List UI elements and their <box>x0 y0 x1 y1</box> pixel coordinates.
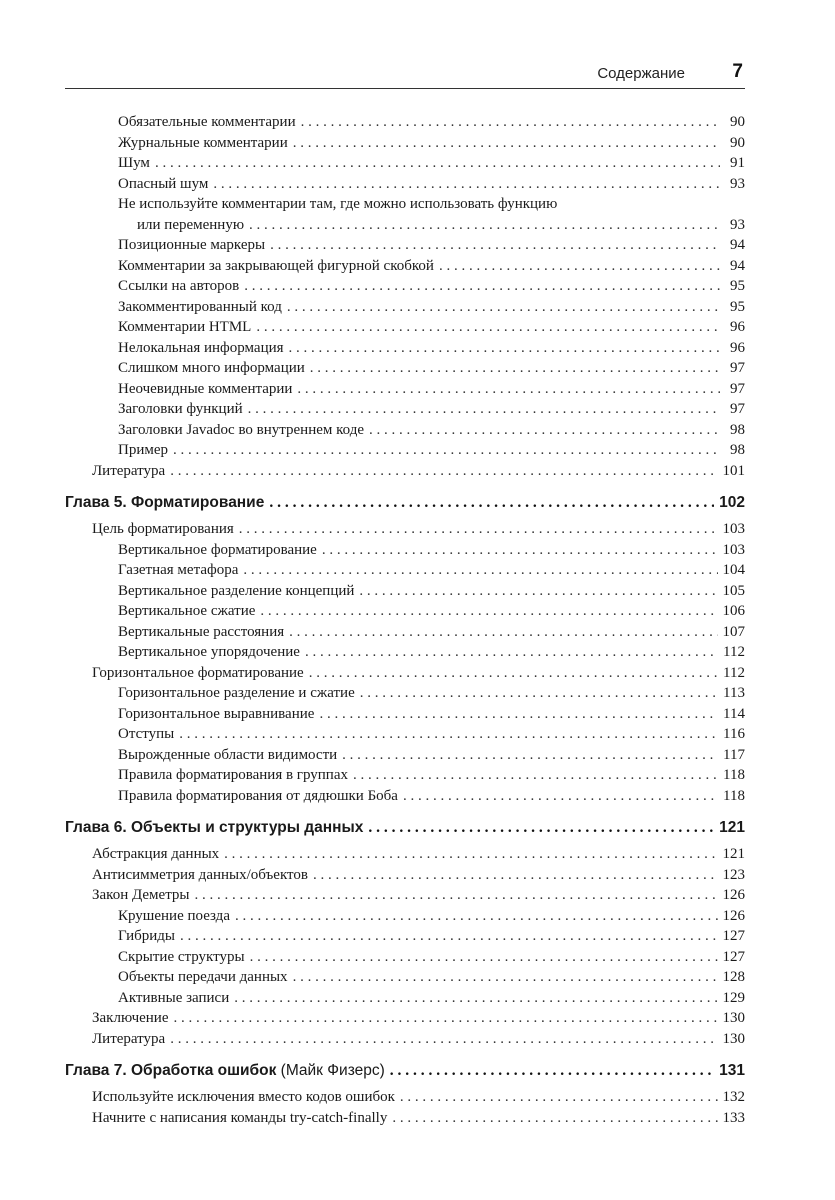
toc-entry[interactable]: Начните с написания команды try-catch-finally . . . 133 <box>65 1108 745 1129</box>
header-page-number: 7 <box>732 61 743 82</box>
toc-entry[interactable]: Журнальные комментарии . . . 90 <box>65 133 745 154</box>
toc-entry[interactable]: Горизонтальное разделение и сжатие . . . 113 <box>65 683 745 704</box>
toc-entry[interactable]: Абстракция данных . . . 121 <box>65 844 745 865</box>
toc-entry[interactable]: Нелокальная информация . . . 96 <box>65 338 745 359</box>
toc-entry-line1[interactable]: Не используйте комментарии там, где можно использовать функцию <box>118 196 558 212</box>
chapter-author: (Майк Физерс) <box>280 1062 385 1079</box>
toc-entry[interactable]: Гибриды . . . 127 <box>65 926 745 947</box>
toc-entry[interactable]: Вертикальные расстояния . . . 107 <box>65 622 745 643</box>
toc-entry[interactable]: Литература . . . 101 <box>65 461 745 482</box>
chapter-6-heading[interactable]: Глава 6. Объекты и структуры данных . . . 121 <box>65 815 745 841</box>
table-of-contents <box>65 112 745 1128</box>
toc-entry[interactable]: Неочевидные комментарии . . . 97 <box>65 379 745 400</box>
toc-entry-line2[interactable]: или переменную . . . 93 <box>65 215 745 236</box>
chapter-5-heading[interactable]: Глава 5. Форматирование . . . 102 <box>65 490 745 516</box>
toc-entry[interactable]: Горизонтальное выравнивание . . . 114 <box>65 704 745 725</box>
toc-entry[interactable]: Закомментированный код . . . 95 <box>65 297 745 318</box>
toc-entry[interactable]: Цель форматирования . . . 103 <box>65 519 745 540</box>
toc-entry[interactable]: Объекты передачи данных . . . 128 <box>65 967 745 988</box>
toc-entry[interactable]: Заключение . . . 130 <box>65 1008 745 1029</box>
toc-entry[interactable]: Вертикальное разделение концепций . . . 105 <box>65 581 745 602</box>
toc-entry[interactable]: Закон Деметры . . . 126 <box>65 885 745 906</box>
toc-entry[interactable]: Вертикальное упорядочение . . . 112 <box>65 642 745 663</box>
toc-entry[interactable]: Опасный шум . . . 93 <box>65 174 745 195</box>
toc-entry[interactable]: Заголовки Javadoc во внутреннем коде . . . 98 <box>65 420 745 441</box>
toc-entry[interactable]: Вертикальное форматирование . . . 103 <box>65 540 745 561</box>
toc-entry[interactable]: Комментарии HTML . . . 96 <box>65 317 745 338</box>
toc-entry[interactable]: Вертикальное сжатие . . . 106 <box>65 601 745 622</box>
toc-entry[interactable]: Правила форматирования от дядюшки Боба . . . 118 <box>65 786 745 807</box>
toc-entry[interactable]: Активные записи . . . 129 <box>65 988 745 1009</box>
toc-entry[interactable]: Слишком много информации . . . 97 <box>65 358 745 379</box>
chapter-7-heading[interactable]: Глава 7. Обработка ошибок (Майк Физерс) . . . 131 <box>65 1058 745 1084</box>
toc-entry[interactable]: Крушение поезда . . . 126 <box>65 906 745 927</box>
toc-entry[interactable]: Обязательные комментарии . . . 90 <box>65 112 745 133</box>
toc-entry[interactable]: Литература . . . 130 <box>65 1029 745 1050</box>
toc-entry[interactable]: Используйте исключения вместо кодов ошибок . . . 132 <box>65 1087 745 1108</box>
toc-entry[interactable]: Скрытие структуры . . . 127 <box>65 947 745 968</box>
toc-entry[interactable]: Пример . . . 98 <box>65 440 745 461</box>
toc-entry[interactable]: Вырожденные области видимости . . . 117 <box>65 745 745 766</box>
toc-entry[interactable]: Антисимметрия данных/объектов . . . 123 <box>65 865 745 886</box>
toc-entry[interactable]: Комментарии за закрывающей фигурной скобкой . . . 94 <box>65 256 745 277</box>
toc-entry[interactable]: Заголовки функций . . . 97 <box>65 399 745 420</box>
toc-entry[interactable]: Горизонтальное форматирование . . . 112 <box>65 663 745 684</box>
toc-entry[interactable]: Правила форматирования в группах . . . 118 <box>65 765 745 786</box>
toc-entry[interactable]: Позиционные маркеры . . . 94 <box>65 235 745 256</box>
toc-entry[interactable]: Отступы . . . 116 <box>65 724 745 745</box>
header-title: Содержание <box>597 65 685 82</box>
running-header <box>65 60 745 89</box>
toc-entry[interactable]: Газетная метафора . . . 104 <box>65 560 745 581</box>
toc-entry[interactable]: Шум . . . 91 <box>65 153 745 174</box>
toc-entry[interactable]: Ссылки на авторов . . . 95 <box>65 276 745 297</box>
